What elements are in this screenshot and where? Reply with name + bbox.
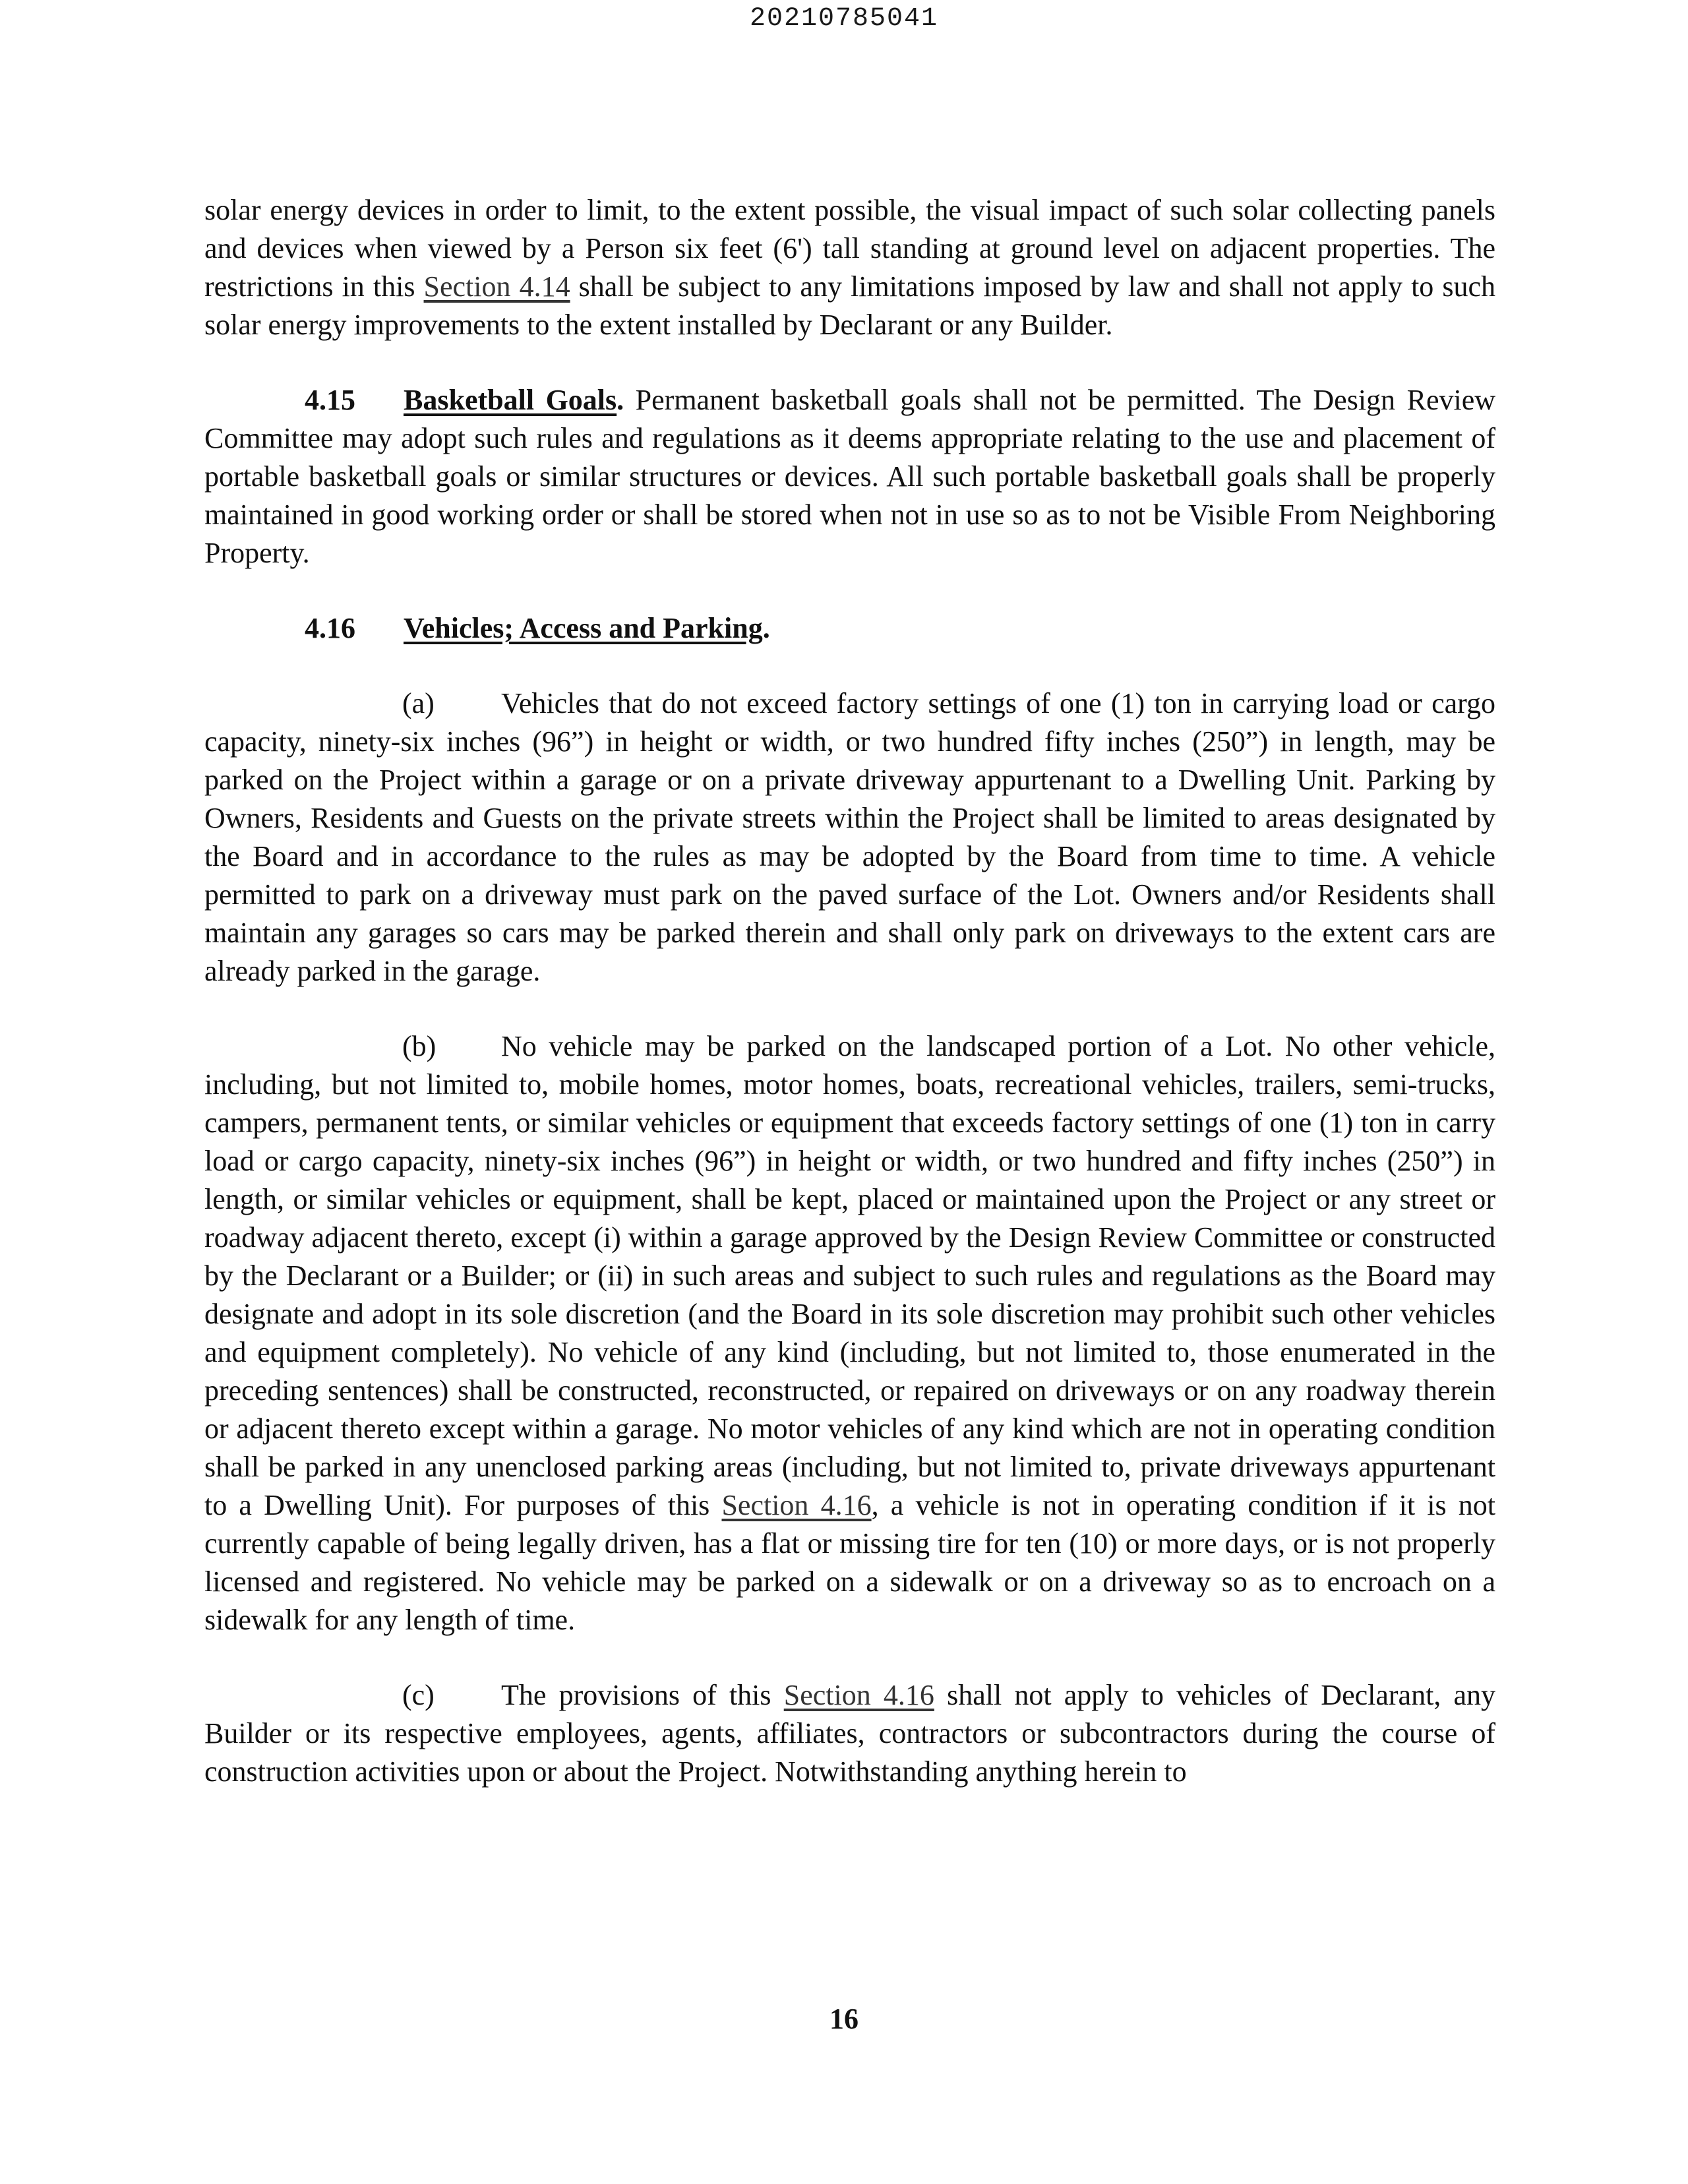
page-number: 16: [829, 2003, 859, 2035]
subparagraph-c-text-1: The provisions of this: [501, 1679, 784, 1711]
subparagraph-a-text: Vehicles that do not exceed factory settings of one (1) ton in carrying load or cargo capacity, ninety-six inches (96”) in height or width, or two hundred fifty inches (250”) in length, may be parked on the Project within a garage or on a private driveway appurtenant to a Dwelling Unit. Parking by Owners, Residents and Guests on the private streets within the Project shall be limited to areas designated by the Board and in accordance to the rules as may be adopted by the Board from time to time. A vehicle permitted to park on a driveway must park on the paved surface of the Lot. Owners and/or Residents shall maintain any garages so cars may be parked therein and shall only park on driveways to the extent cars are already parked in the garage.: [204, 687, 1495, 987]
section-reference: Section 4.14: [423, 270, 570, 303]
section-number: 4.16: [305, 612, 355, 644]
section-4-15-paragraph: [204, 381, 1495, 572]
section-title-punct: .: [762, 612, 770, 644]
section-title: Vehicles; Access and Parking: [404, 612, 763, 644]
subparagraph-b: [204, 1027, 1495, 1639]
subparagraph-label: (a): [402, 687, 435, 719]
subparagraph-a: [204, 684, 1495, 990]
subparagraph-label: (b): [402, 1030, 437, 1062]
intro-text-1: solar energy devices in order to limit, to the extent possible, the visual impact of such solar collecting panels and devices when viewed by a Person six feet (6') tall standing at ground level on adjacent properties. The restrictions in this: [204, 194, 1495, 303]
section-title: Basketball Goals: [404, 384, 617, 416]
document-number: 20210785041: [749, 4, 939, 34]
section-reference: Section 4.16: [721, 1489, 872, 1521]
body-text: [204, 191, 1495, 1828]
intro-paragraph: [204, 191, 1495, 344]
section-reference: Section 4.16: [783, 1679, 934, 1711]
subparagraph-label: (c): [402, 1679, 435, 1711]
section-4-16-heading: [204, 609, 1495, 648]
section-title-punct: .: [617, 384, 624, 416]
subparagraph-b-text-1: No vehicle may be parked on the landscaped portion of a Lot. No other vehicle, including, but not limited to, mobile homes, motor homes, boats, recreational vehicles, trailers, semi-trucks, campers, permanent tents, or similar vehicles or equipment that exceeds factory settings of one (1) ton in carry load or cargo capacity, ninety-six inches (96”) in height or width, or two hundred and fifty inches (250”) in length, or similar vehicles or equipment, shall be kept, placed or maintained upon the Project or any street or roadway adjacent thereto, except (i) within a garage approved by the Design Review Committee or constructed by the Declarant or a Builder; or (ii) in such areas and subject to such rules and regulations as the Board may designate and adopt in its sole discretion (and the Board in its sole discretion may prohibit such other vehicles and equipment completely). No vehicle of any kind (including, but not limited to, those enumerated in the preceding sentences) shall be constructed, reconstructed, or repaired on driveways or on any roadway therein or adjacent thereto except within a garage. No motor vehicles of any kind which are not in operating condition shall be parked in any unenclosed parking areas (including, but not limited to, private driveways appurtenant to a Dwelling Unit). For purposes of this: [204, 1030, 1495, 1521]
subparagraph-b-text-2: , a vehicle is not in operating condition if it is not currently capable of being legally driven, has a flat or missing tire for ten (10) or more days, or is not properly licensed and registered. No vehicle may be parked on a sidewalk or on a driveway so as to encroach on a sidewalk for any length of time.: [204, 1489, 1495, 1636]
section-number: 4.15: [305, 384, 355, 416]
intro-text-2: shall be subject to any limitations imposed by law and shall not apply to such solar energy improvements to the extent installed by Declarant or any Builder.: [204, 270, 1496, 341]
section-4-15-text: Permanent basketball goals shall not be permitted. The Design Review Committee may adopt such rules and regulations as it deems appropriate relating to the use and placement of portable basketball goals or similar structures or devices. All such portable basketball goals shall be properly maintained in good working order or shall be stored when not in use so as to not be Visible From Neighboring Property.: [204, 384, 1495, 569]
subparagraph-c-text-2: shall not apply to vehicles of Declarant, any Builder or its respective employees, agents, affiliates, contractors or subcontractors during the course of construction activities upon or about the Project. Notwithstanding anything herein to: [204, 1679, 1496, 1788]
subparagraph-c: [204, 1676, 1495, 1791]
